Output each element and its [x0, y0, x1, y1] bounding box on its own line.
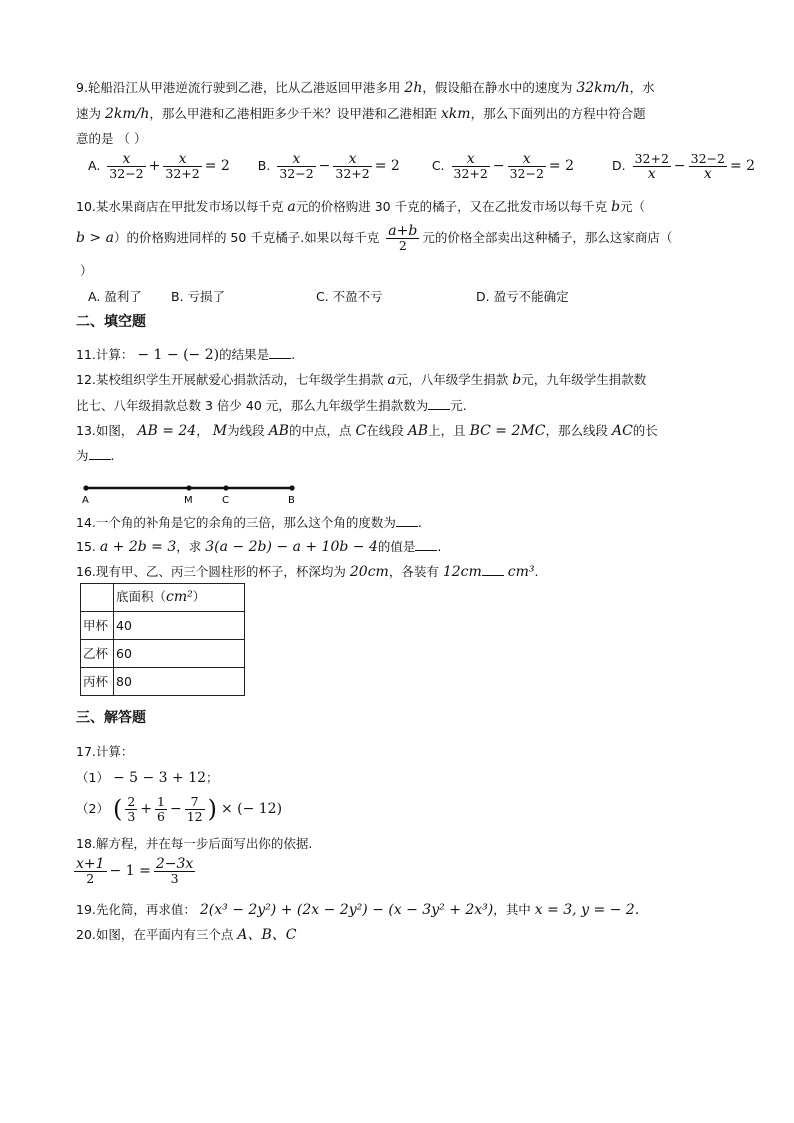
answer-blank[interactable] — [89, 447, 111, 460]
fraction: $\frac{1}{6}$ — [157, 794, 165, 824]
q13-text: 在线段 — [366, 423, 404, 438]
q9-option-a: A. $\frac{x}{32-2}$ + $\frac{x}{32+2}$ = 2 — [88, 151, 230, 181]
q13-bc-relation: BC = 2MC — [469, 423, 546, 439]
q16-cup-table — [80, 583, 245, 696]
q10-option-b: B. 亏损了 — [171, 289, 226, 304]
q13-ab-length: AB = 24 — [137, 423, 197, 439]
q11-text: 11.计算： — [76, 347, 134, 362]
option-label: C. — [431, 158, 445, 173]
q11-text: 的结果是 — [219, 347, 270, 362]
q19-text: 19.先化简，再求值： — [76, 902, 196, 917]
q13-text: 为 — [76, 448, 89, 463]
q20-text: 20.如图，在平面内有三个点 — [76, 927, 234, 942]
q19-text: ，其中 — [493, 902, 531, 917]
period: . — [534, 564, 539, 579]
point-m-label: M — [184, 495, 193, 506]
option-label: D. — [611, 158, 626, 173]
q19-line — [76, 902, 639, 919]
q10-option-c-wrap — [316, 289, 383, 304]
q16-depth: 20cm — [349, 564, 389, 580]
q10-option-a: A. 盈利了 — [88, 289, 142, 304]
table-row — [81, 612, 245, 640]
section-solve-title: 三、解答题 — [76, 710, 146, 726]
q9-option-d: D. $\frac{32+2}{x}$ − $\frac{32-2}{x}$ = 2 — [611, 151, 756, 182]
point-a-dot — [83, 485, 88, 490]
q10-option-d: D. 盈亏不能确定 — [476, 289, 569, 304]
q15-condition: a + 2b = 3 — [99, 539, 177, 555]
q15-text: ，求 — [176, 539, 202, 554]
q13-text: 为线段 — [227, 423, 265, 438]
q17-part1-expression: − 5 − 3 + 12 — [112, 770, 207, 786]
period: . — [437, 539, 442, 554]
option-label: B. — [257, 158, 271, 173]
fraction: $\frac{32+2}{x}$ — [634, 151, 669, 182]
q15-text: 的值是 — [377, 539, 416, 554]
q14-line — [76, 514, 422, 530]
q9-text: 意的是 （ ） — [76, 131, 147, 146]
cup-area: 60 — [114, 640, 245, 668]
q20-points: A、B、C — [237, 927, 297, 943]
point-c-label: C — [222, 495, 229, 506]
q9-speed: 32km/h — [576, 80, 630, 96]
q10-option-d-wrap — [476, 289, 569, 304]
part-label: （1） — [76, 770, 109, 785]
q10-text: ）的价格购进同样的 50 千克橘子.如果以每千克 — [113, 230, 380, 245]
answer-blank[interactable] — [482, 563, 504, 576]
q12-text: 12.某校组织学生开展献爱心捐款活动，七年级学生捐款 — [76, 372, 384, 387]
cup-name: 丙杯 — [81, 668, 114, 696]
q9-distance: xkm — [440, 106, 471, 122]
q13-text: ，那么线段 — [545, 423, 608, 438]
fraction: $\frac{x}{32+2}$ — [335, 151, 370, 181]
q13-line2 — [76, 447, 115, 463]
fraction: $\frac{x}{32-2}$ — [279, 151, 314, 181]
q18-middle: − 1 = — [109, 863, 151, 879]
q17-part1 — [76, 770, 219, 787]
q10-line2 — [76, 224, 672, 253]
q13-segment-figure — [78, 480, 308, 506]
cup-name: 甲杯 — [81, 612, 114, 640]
q12-var-b: b — [512, 372, 522, 388]
q10-line3 — [80, 263, 93, 278]
q10-text: 元的价格全部卖出这种橘子，那么这家商店（ — [422, 230, 673, 245]
q9-text: 速为 — [76, 106, 102, 121]
left-paren: ( — [112, 795, 123, 824]
point-m-dot — [186, 485, 191, 490]
table-row — [81, 668, 245, 696]
table-header-row — [81, 584, 245, 612]
q13-text: 上，且 — [428, 423, 466, 438]
q14-text: 14.一个角的补角是它的余角的三倍，那么这个角的度数为 — [76, 515, 396, 530]
q12-line1 — [76, 372, 646, 389]
q18-equation — [74, 857, 198, 886]
q13-text: 的中点，点 — [288, 423, 352, 438]
q12-text: 比七、八年级捐款总数 3 倍少 40 元，那么九年级学生捐款数为 — [76, 398, 429, 413]
q9-water-speed: 2km/h — [105, 106, 150, 122]
q13-text: 的长 — [632, 423, 658, 438]
q12-line2 — [76, 397, 467, 413]
fraction: $\frac{x+1}{2}$ — [76, 856, 105, 886]
q9-option-b: B. $\frac{x}{32-2}$ − $\frac{x}{32+2}$ = 2 — [257, 151, 400, 181]
q16-line — [76, 563, 538, 581]
q10-option-c: C. 不盈不亏 — [316, 289, 383, 304]
point-a-label: A — [82, 495, 89, 506]
q20-line — [76, 927, 297, 944]
q10-var-b: b — [611, 199, 621, 215]
fraction: $\frac{7}{12}$ — [186, 794, 203, 824]
option-label: A. — [88, 158, 101, 173]
q9-text: ，假设船在静水中的速度为 — [422, 80, 573, 95]
q10-options — [88, 289, 142, 304]
point-b-label: B — [288, 495, 295, 506]
q9-line1 — [76, 80, 655, 97]
q13-segment-ac: AC — [611, 423, 633, 439]
q10-option-b-wrap — [171, 289, 225, 304]
q19-expression: 2(x³ − 2y²) + (2x − 2y²) − (x − 3y² + 2x³) — [199, 902, 494, 918]
q9-text: ，那么甲港和乙港相距多少千米？设甲港和乙港相距 — [149, 106, 437, 121]
point-c-dot — [223, 485, 228, 490]
q16-water-height: 12cm — [442, 564, 482, 580]
period: . — [110, 448, 115, 463]
q12-var-a: a — [387, 372, 396, 388]
q10-line1 — [76, 199, 645, 216]
q9-line2 — [76, 106, 646, 123]
answer-blank[interactable] — [415, 538, 437, 551]
q9-text: ，那么下面列出的方程中符合题 — [470, 106, 646, 121]
q9-time: 2h — [404, 80, 423, 96]
q17-title: 17.计算： — [76, 744, 134, 759]
answer-blank[interactable] — [269, 346, 291, 359]
q11-line — [76, 346, 295, 364]
fraction: $\frac{x}{32-2}$ — [109, 151, 144, 181]
q10-text: 10.某水果商店在甲批发市场以每千克 — [76, 199, 284, 214]
table-header-cell: 底面积（cm²） — [114, 584, 245, 612]
section-fill-in-title: 二、填空题 — [76, 314, 146, 330]
q10-text: 元的价格购进 30 千克的橘子，又在乙批发市场以每千克 — [295, 199, 608, 214]
q16-unit: cm³ — [507, 564, 535, 580]
point-b-dot — [289, 485, 294, 490]
answer-blank[interactable] — [428, 397, 450, 410]
fraction: $\frac{x}{32+2}$ — [165, 151, 200, 181]
cup-area: 40 — [114, 612, 245, 640]
q13-text: ， — [196, 423, 209, 438]
table-corner-cell — [81, 584, 114, 612]
q13-point-m: M — [212, 423, 228, 439]
q10-condition: b > a — [76, 230, 114, 246]
cup-area: 80 — [114, 668, 245, 696]
q12-text: 元，八年级学生捐款 — [395, 372, 509, 387]
q16-text: 16.现有甲、乙、丙三个圆柱形的杯子，杯深均为 — [76, 564, 346, 579]
q15-text: 15. — [76, 539, 96, 554]
q17-text: ； — [206, 770, 219, 785]
q13-segment-ab: AB — [268, 423, 289, 439]
period: . — [291, 347, 296, 362]
q10-text: ） — [80, 263, 93, 278]
q18-title: 18.解方程，并在每一步后面写出你的依据. — [76, 836, 313, 851]
q12-text: 元. — [450, 398, 467, 413]
q9-line3 — [76, 131, 146, 146]
q17-part2-tail: × (− 12) — [220, 801, 283, 817]
fraction: $\frac{32-2}{x}$ — [690, 151, 725, 182]
q10-text: 元（ — [620, 199, 646, 214]
part-label: （2） — [76, 801, 109, 816]
q13-segment-ab: AB — [407, 423, 429, 439]
q9-text: 9.轮船沿江从甲港逆流行驶到乙港，比从乙港返回甲港多用 — [76, 80, 401, 95]
q11-expression: − 1 − (− 2) — [137, 347, 220, 363]
q13-line1 — [76, 423, 658, 440]
right-paren: ) — [207, 795, 217, 824]
period: . — [417, 515, 422, 530]
q17-part2: （2） ( $\frac{2}{3}$ + $\frac{1}{6}$ − $\frac{7}{12}$ ) × (− 12) — [76, 794, 283, 824]
fraction: $\frac{x}{32+2}$ — [453, 151, 488, 181]
q12-text: 元，九年级学生捐款数 — [521, 372, 647, 387]
q9-text: ，水 — [629, 80, 655, 95]
fraction: $\frac{x}{32-2}$ — [509, 151, 544, 181]
q10-price-fraction: $\frac{a+b}{2}$ — [388, 223, 418, 253]
q10-var-a: a — [287, 199, 296, 215]
fraction: $\frac{2}{3}$ — [127, 794, 136, 824]
q15-expression: 3(a − 2b) − a + 10b − 4 — [205, 539, 378, 555]
q9-option-c: C. $\frac{x}{32+2}$ − $\frac{x}{32-2}$ = 2 — [431, 151, 575, 181]
q19-values: x = 3, y = − 2. — [534, 902, 640, 918]
q13-point-c: C — [355, 423, 367, 439]
q16-text: ，各装有 — [388, 564, 439, 579]
table-row — [81, 640, 245, 668]
q15-line — [76, 538, 441, 556]
answer-blank[interactable] — [396, 514, 418, 527]
q13-text: 13.如图， — [76, 423, 134, 438]
cup-name: 乙杯 — [81, 640, 114, 668]
fraction: $\frac{2-3x}{3}$ — [155, 856, 194, 886]
q9-options — [88, 152, 755, 181]
